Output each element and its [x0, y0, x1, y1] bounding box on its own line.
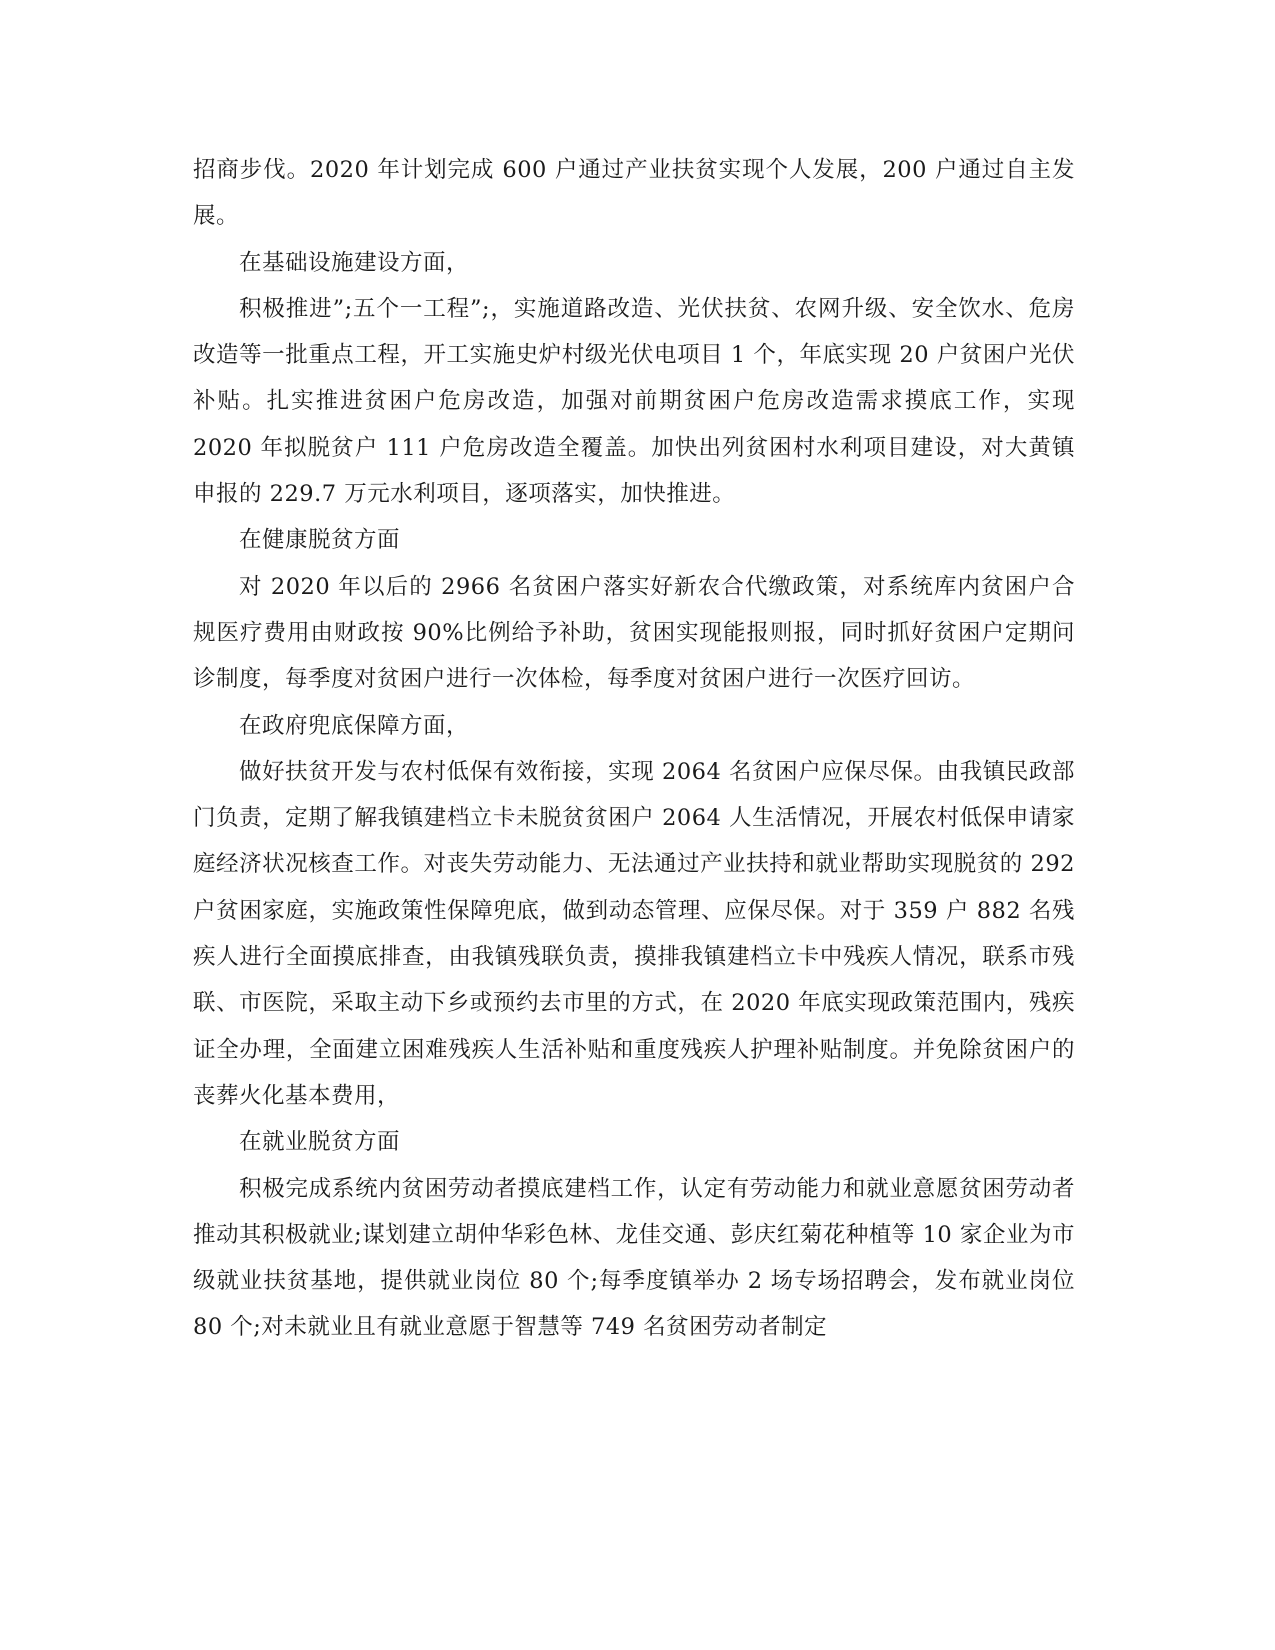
section-heading-infrastructure: 在基础设施建设方面，	[239, 249, 470, 276]
section-heading-government-guarantee: 在政府兜底保障方面，	[239, 712, 470, 739]
paragraph-infrastructure: 积极推进”;五个一工程”;，实施道路改造、光伏扶贫、农网升级、安全饮水、危房改造等一批重点工程，开工实施史炉村级光伏电项目 1 个，年底实现 20 户贫困户光伏补贴。扎实推进贫困户危房改造，加强对前期贫困户危房改造需求摸底工作，实现 2020 年拟脱贫户 111 户危房改造全覆盖。加快出列贫困村水利项目建设，对大黄镇申报的 229.7 万元水利项目，逐项落实，加快推进。	[193, 295, 1075, 508]
section-heading-employment: 在就业脱贫方面	[239, 1129, 401, 1156]
paragraph-government-guarantee: 做好扶贫开发与农村低保有效衔接，实现 2064 名贫困户应保尽保。由我镇民政部门负责，定期了解我镇建档立卡未脱贫贫困户 2064 人生活情况，开展农村低保申请家庭经济状况核查工作。对丧失劳动能力、无法通过产业扶持和就业帮助实现脱贫的 292 户贫困家庭，实施政策性保障兜底，做到动态管理、应保尽保。对于 359 户 882 名残疾人进行全面摸底排查，由我镇残联负责，摸排我镇建档立卡中残疾人情况，联系市残联、市医院，采取主动下乡或预约去市里的方式，在 2020 年底实现政策范围内，残疾证全办理，全面建立困难残疾人生活补贴和重度残疾人护理补贴制度。并免除贫困户的丧葬火化基本费用，	[193, 758, 1075, 1109]
paragraph-health: 对 2020 年以后的 2966 名贫困户落实好新农合代缴政策，对系统库内贫困户合规医疗费用由财政按 90%比例给予补助，贫困实现能报则报，同时抓好贫困户定期问诊制度，每季度对贫困户进行一次体检，每季度对贫困户进行一次医疗回访。	[193, 573, 1075, 693]
document-body	[193, 147, 1075, 1351]
section-heading-health: 在健康脱贫方面	[239, 527, 401, 554]
paragraph-employment: 积极完成系统内贫困劳动者摸底建档工作，认定有劳动能力和就业意愿贫困劳动者推动其积极就业;谋划建立胡仲华彩色林、龙佳交通、彭庆红菊花种植等 10 家企业为市级就业扶贫基地，提供就业岗位 80 个;每季度镇举办 2 场专场招聘会，发布就业岗位 80 个;对未就业且有就业意愿于智慧等 749 名贫困劳动者制定	[193, 1175, 1075, 1341]
paragraph-investment-continuation: 招商步伐。2020 年计划完成 600 户通过产业扶贫实现个人发展，200 户通过自主发展。	[193, 157, 1075, 230]
